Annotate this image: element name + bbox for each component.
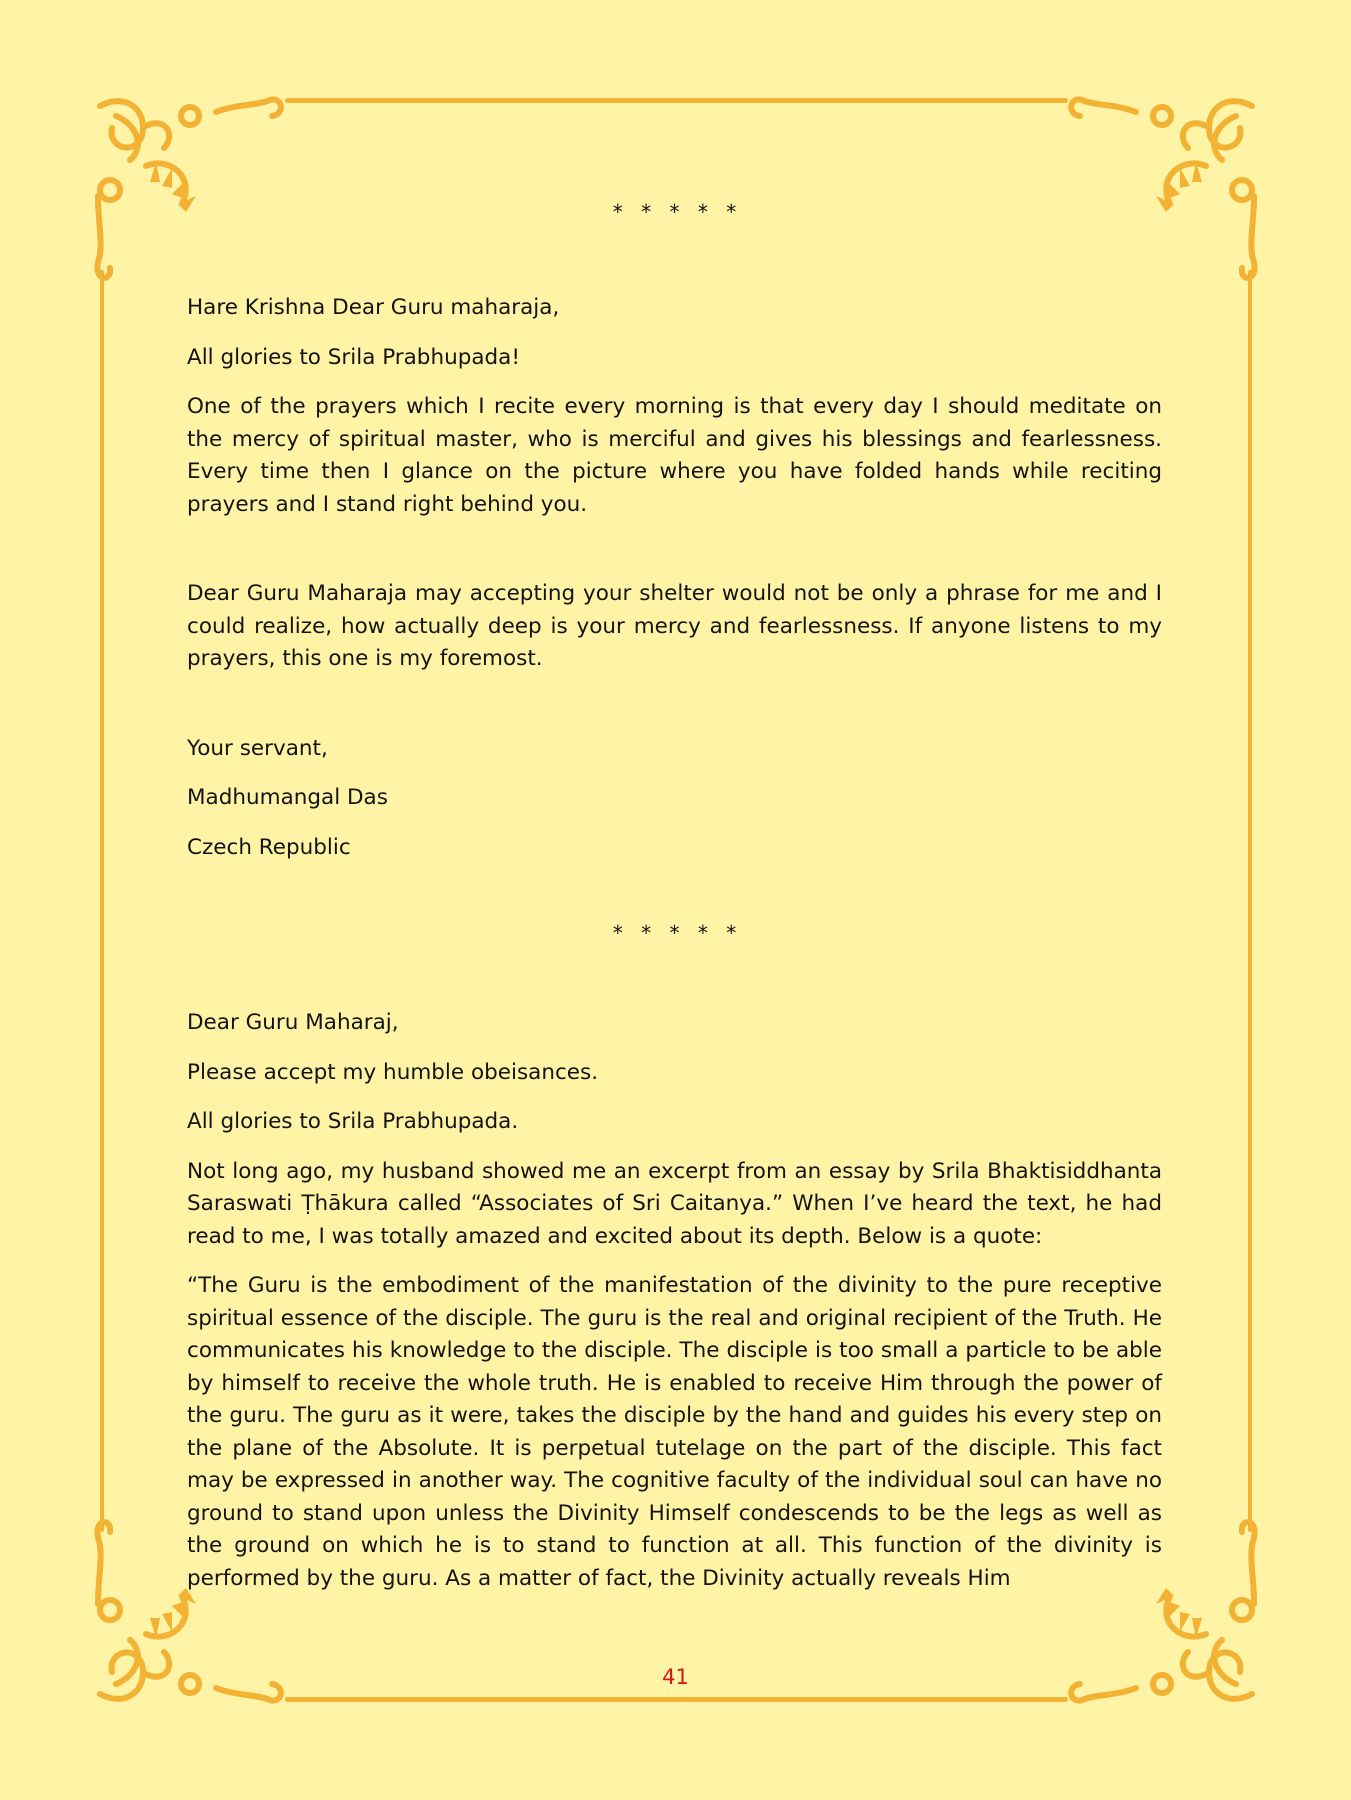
- quote-paragraph: “The Guru is the embodiment of the manifestation of the divinity to the pure receptive spiritual essence of the disciple. The guru is the real and original recipient of the Truth. He communicates his knowledge to the disciple. The disciple is too small a particle to be able by himself to receive the whole truth. He is enabled to receive Him through the power of the guru. The guru as it were, takes the disciple by the hand and guides his every step on the plane of the Absolute. It is perpetual tutelage on the part of the disciple. This fact may be expressed in another way. The cognitive faculty of the individual soul can have no ground to stand upon unless the Divinity Himself condescends to be the legs as well as the ground on which he is to stand to function at all. This function of the divinity is performed by the guru. As a matter of fact, the Divinity actually reveals Him: [187, 1273, 1162, 1591]
- letter-paragraph: Dear Guru Maharaja may accepting your shelter would not be only a phrase for me and I could realize, how actually deep is your mercy and fearlessness. If anyone listens to my prayers, this one is my foremost.: [187, 581, 1162, 671]
- letter-greeting: All glories to Srila Prabhupada.: [187, 1109, 519, 1134]
- letter-greeting: All glories to Srila Prabhupada!: [187, 344, 520, 370]
- letter-salutation: Dear Guru Maharaj,: [187, 1010, 399, 1035]
- page-content: [187, 196, 1162, 1612]
- border-right-rule: [1248, 270, 1252, 1532]
- page-number: 41: [662, 1665, 689, 1689]
- letter-paragraph: One of the prayers which I recite every morning is that every day I should meditate on the mercy of spiritual master, who is merciful and gives his blessings and fearlessness. Every time then I glance on the picture where you have folded hands while reciting prayers and I stand right behind you.: [187, 394, 1162, 517]
- letter-obeisances: Please accept my humble obeisances.: [187, 1059, 599, 1085]
- border-top-rule: [285, 98, 1068, 103]
- section-separator: * * * * *: [612, 200, 743, 224]
- border-bottom-rule: [285, 1697, 1068, 1702]
- letter-closing: Your servant,: [187, 735, 328, 761]
- letter-location: Czech Republic: [187, 834, 351, 860]
- letter-salutation: Hare Krishna Dear Guru maharaja,: [187, 295, 560, 320]
- section-separator: * * * * *: [612, 921, 743, 945]
- letter-signature: Madhumangal Das: [187, 785, 388, 810]
- letter-paragraph: Not long ago, my husband showed me an excerpt from an essay by Srila Bhaktisiddhanta Saraswati Ṭhākura called “Associates of Sri Caitanya.” When I’ve heard the text, he had read to me, I was totally amazed and excited about its depth. Below is a quote:: [187, 1158, 1162, 1249]
- border-left-rule: [100, 270, 104, 1532]
